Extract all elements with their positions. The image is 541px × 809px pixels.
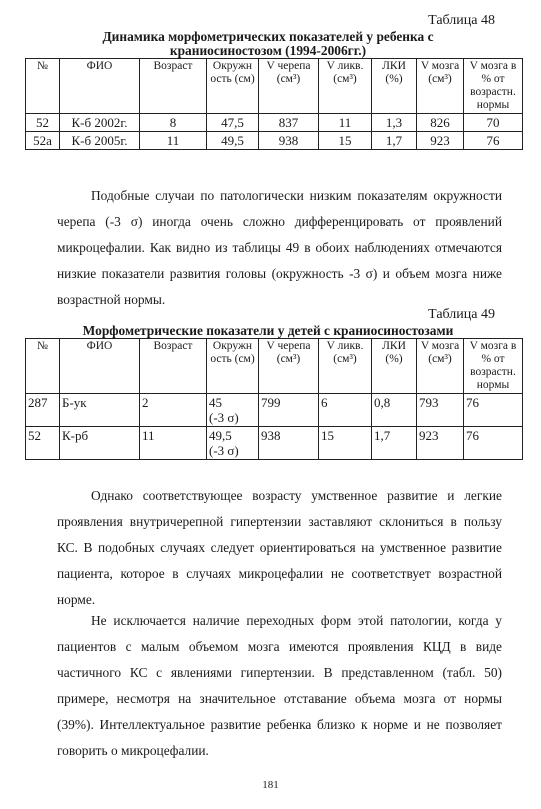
table-cell: 6: [319, 394, 372, 427]
table-cell: 1,7: [372, 427, 417, 460]
table-cell: К-б 2002г.: [60, 114, 140, 132]
table-cell: 15: [319, 427, 372, 460]
table-49-title: Морфометрические показатели у детей с краниосиностозами: [82, 323, 454, 338]
table-48-title-line2: краниосиностозом (1994-2006гг.): [169, 43, 367, 58]
table-49-header-cell: Возраст: [140, 339, 207, 394]
table-row: [26, 114, 523, 132]
table-49-header-cell: ФИО: [60, 339, 140, 394]
table-cell: 923: [417, 132, 464, 150]
table-49: [25, 338, 523, 460]
table-48-header-cell: ФИО: [60, 59, 140, 114]
table-48-header-cell: ЛКИ (%): [372, 59, 417, 114]
table-cell: К-б 2005г.: [60, 132, 140, 150]
table-cell: 11: [140, 132, 207, 150]
circumference-sigma: (-3 σ): [209, 410, 239, 425]
table-cell: 11: [319, 114, 372, 132]
table-cell: 52а: [26, 132, 60, 150]
table-48-title-line1: Динамика морфометрических показателей у ребенка с: [102, 29, 434, 44]
table-cell: 70: [464, 114, 523, 132]
table-cell: 0,8: [372, 394, 417, 427]
table-cell: 793: [417, 394, 464, 427]
table-48-header-cell: V мозга в % от возрастн. нормы: [464, 59, 523, 114]
table-48-title: [40, 30, 496, 58]
table-48-label: Таблица 48: [428, 13, 495, 28]
table-cell: 76: [464, 132, 523, 150]
circumference-value: 49,5: [209, 428, 232, 443]
paragraph-3: Не исключается наличие переходных форм этой патологии, когда у пациентов с малым объемом мозга имеются проявления КЦД в виде частичного КС с явлениями гипертензии. В представленном (табл. 50) примере, несмотря на значительное отставание объема мозга от нормы (39%). Интеллектуальное развитие ребенка близко к норме и не позволяет говорить о микроцефалии.: [57, 613, 502, 758]
table-cell: 52: [26, 114, 60, 132]
table-row: [26, 394, 523, 427]
table-cell: 49,5: [207, 132, 259, 150]
table-cell: 2: [140, 394, 207, 427]
table-48-header-cell: Возраст: [140, 59, 207, 114]
table-cell: 1,3: [372, 114, 417, 132]
table-cell: 938: [259, 427, 319, 460]
table-cell: 76: [464, 394, 523, 427]
table-cell: 15: [319, 132, 372, 150]
table-cell: 1,7: [372, 132, 417, 150]
paragraph-1: Подобные случаи по патологически низким показателям окружности черепа (-3 σ) иногда очень сложно дифференцировать от проявлений микроцефалии. Как видно из таблицы 49 в обоих наблюдениях отмечаются низкие показатели развития головы (окружность -3 σ) и объем мозга ниже возрастной нормы.: [57, 188, 502, 307]
paragraph-2: Однако соответствующее возрасту умственное развитие и легкие проявления внутричерепной гипертензии заставляют склониться в пользу КС. В подобных случаях следует ориентироваться на умственное развитие пациента, которое в случаях микроцефалии не соответствует возрастной норме.: [57, 488, 502, 607]
table-49-header-row: [26, 339, 523, 394]
table-49-header-cell: Окружн ость (см): [207, 339, 259, 394]
table-49-header-cell: ЛКИ (%): [372, 339, 417, 394]
table-49-header-cell: V черепа (см³): [259, 339, 319, 394]
table-cell: К-рб: [60, 427, 140, 460]
table-cell: Б-ук: [60, 394, 140, 427]
table-48-header-row: [26, 59, 523, 114]
table-48-header-cell: Окружн ость (см): [207, 59, 259, 114]
table-48-header-cell: №: [26, 59, 60, 114]
table-cell: 938: [259, 132, 319, 150]
table-cell: 52: [26, 427, 60, 460]
table-cell: 11: [140, 427, 207, 460]
table-cell-circumference: [207, 394, 259, 427]
table-cell: 799: [259, 394, 319, 427]
table-48-header-cell: V черепа (см³): [259, 59, 319, 114]
table-row: [26, 427, 523, 460]
table-cell: 923: [417, 427, 464, 460]
circumference-sigma: (-3 σ): [209, 443, 239, 458]
table-cell: 837: [259, 114, 319, 132]
table-cell: 826: [417, 114, 464, 132]
table-49-header-cell: V ликв. (см³): [319, 339, 372, 394]
table-49-header-cell: V мозга в % от возрастн. нормы: [464, 339, 523, 394]
table-cell: 47,5: [207, 114, 259, 132]
circumference-value: 45: [209, 395, 222, 410]
table-49-header-cell: V мозга (см³): [417, 339, 464, 394]
table-49-header-cell: №: [26, 339, 60, 394]
table-cell: 287: [26, 394, 60, 427]
table-48-header-cell: V мозга (см³): [417, 59, 464, 114]
table-cell: 8: [140, 114, 207, 132]
table-cell: 76: [464, 427, 523, 460]
table-48-header-cell: V ликв. (см³): [319, 59, 372, 114]
table-row: [26, 132, 523, 150]
table-48: [25, 58, 523, 150]
table-cell-circumference: [207, 427, 259, 460]
table-49-label: Таблица 49: [428, 307, 495, 322]
page-number: 181: [262, 779, 279, 791]
